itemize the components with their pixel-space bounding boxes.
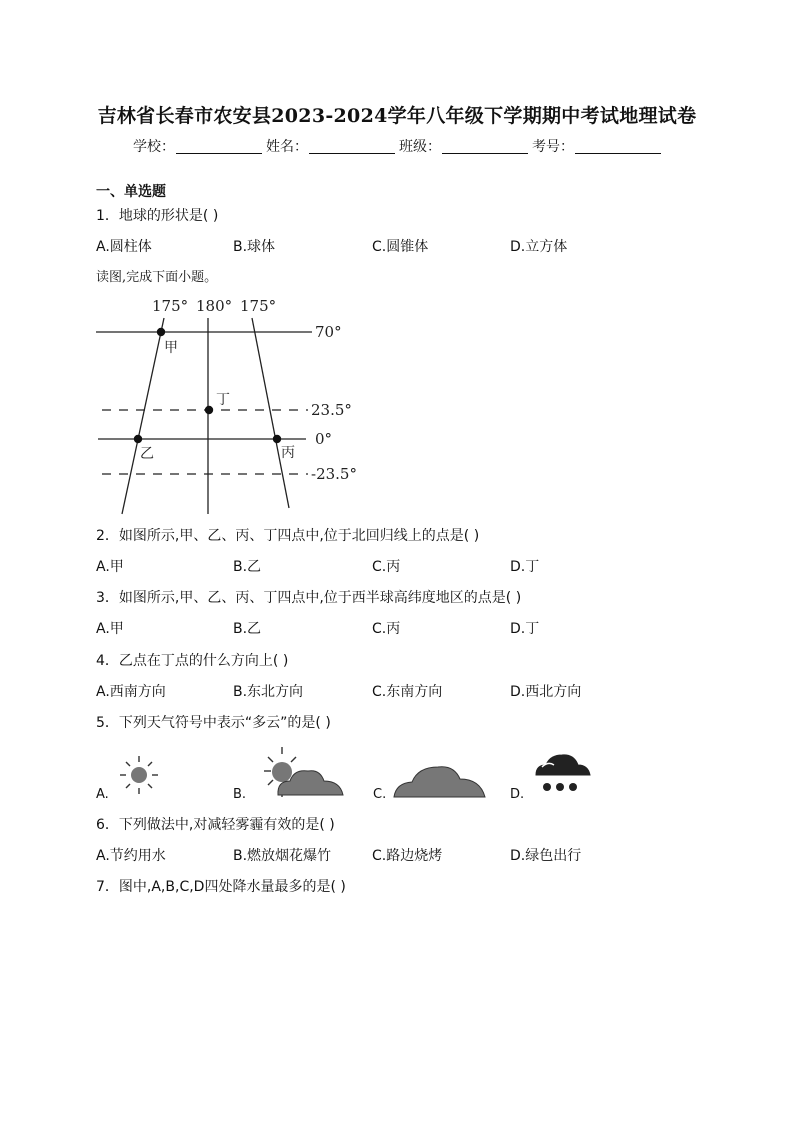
meridian-label-180: 180° (196, 297, 233, 315)
question-3: 3．如图所示,甲、乙、丙、丁四点中,位于西半球高纬度地区的点是( ) (96, 590, 522, 606)
option-d[interactable]: D.西北方向 (510, 684, 582, 700)
option-b[interactable]: B.乙 (233, 559, 262, 575)
option-c[interactable]: C.东南方向 (372, 684, 443, 700)
point-label-jia: 甲 (164, 340, 178, 356)
lat-long-diagram (90, 292, 370, 518)
option-c[interactable]: C.圆锥体 (372, 239, 429, 255)
option-d[interactable]: D.丁 (510, 559, 540, 575)
option-c[interactable]: C.路边烧烤 (372, 848, 443, 864)
option-b[interactable]: B.东北方向 (233, 684, 304, 700)
student-info-row (0, 136, 794, 156)
partly-cloudy-icon[interactable] (246, 745, 346, 801)
weather-option-d[interactable]: D. (510, 787, 525, 802)
option-c[interactable]: C.丙 (372, 559, 401, 575)
point-label-yi: 乙 (140, 446, 154, 462)
question-2: 2．如图所示,甲、乙、丙、丁四点中,位于北回归线上的点是( ) (96, 528, 480, 544)
question-1: 1．地球的形状是( ) (96, 208, 219, 224)
option-c[interactable]: C.丙 (372, 621, 401, 637)
option-d[interactable]: D.绿色出行 (510, 848, 582, 864)
option-a[interactable]: A.甲 (96, 559, 124, 575)
snow-cloud-icon[interactable] (532, 745, 594, 801)
point-jia (157, 328, 165, 336)
point-ding (205, 406, 213, 414)
option-a[interactable]: A.甲 (96, 621, 124, 637)
number-blank[interactable] (575, 139, 661, 154)
option-b[interactable]: B.球体 (233, 239, 276, 255)
parallel-label-0: 0° (315, 430, 333, 448)
option-d[interactable]: D.立方体 (510, 239, 568, 255)
option-a[interactable]: A.圆柱体 (96, 239, 152, 255)
question-4: 4．乙点在丁点的什么方向上( ) (96, 653, 289, 669)
option-b[interactable]: B.乙 (233, 621, 262, 637)
sun-icon[interactable] (112, 745, 166, 799)
weather-option-a[interactable]: A. (96, 787, 109, 802)
question-7: 7．图中,A,B,C,D四处降水量最多的是( ) (96, 879, 346, 895)
parallel-label-70: 70° (315, 323, 342, 341)
name-label: 姓名： (266, 139, 308, 155)
option-d[interactable]: D.丁 (510, 621, 540, 637)
name-blank[interactable] (309, 139, 395, 154)
weather-option-b[interactable]: B. (233, 787, 247, 802)
meridian-label-175e: 175° (240, 297, 277, 315)
figure-note: 读图,完成下面小题。 (96, 270, 218, 285)
weather-option-c[interactable]: C. (373, 787, 387, 802)
class-blank[interactable] (442, 139, 528, 154)
school-blank[interactable] (176, 139, 262, 154)
school-label: 学校： (133, 139, 175, 155)
point-yi (134, 435, 142, 443)
class-label: 班级： (399, 139, 441, 155)
meridian-label-175w: 175° (152, 297, 189, 315)
option-b[interactable]: B.燃放烟花爆竹 (233, 848, 332, 864)
section-heading: 一、单选题 (96, 184, 166, 200)
point-label-bing: 丙 (281, 445, 295, 461)
point-bing (273, 435, 281, 443)
number-label: 考号： (532, 139, 574, 155)
exam-title: 吉林省长春市农安县2023-2024学年八年级下学期期中考试地理试卷 (97, 105, 697, 127)
option-a[interactable]: A.节约用水 (96, 848, 166, 864)
meridian-line-175w (122, 318, 164, 514)
question-5: 5．下列天气符号中表示“多云”的是( ) (96, 715, 331, 731)
option-a[interactable]: A.西南方向 (96, 684, 166, 700)
parallel-label-23-5n: 23.5° (311, 401, 352, 419)
parallel-label-23-5s: -23.5° (311, 465, 357, 483)
question-6: 6．下列做法中,对减轻雾霾有效的是( ) (96, 817, 335, 833)
point-label-ding: 丁 (216, 392, 230, 408)
meridian-line-175e (252, 318, 289, 508)
cloud-icon[interactable] (392, 745, 488, 801)
